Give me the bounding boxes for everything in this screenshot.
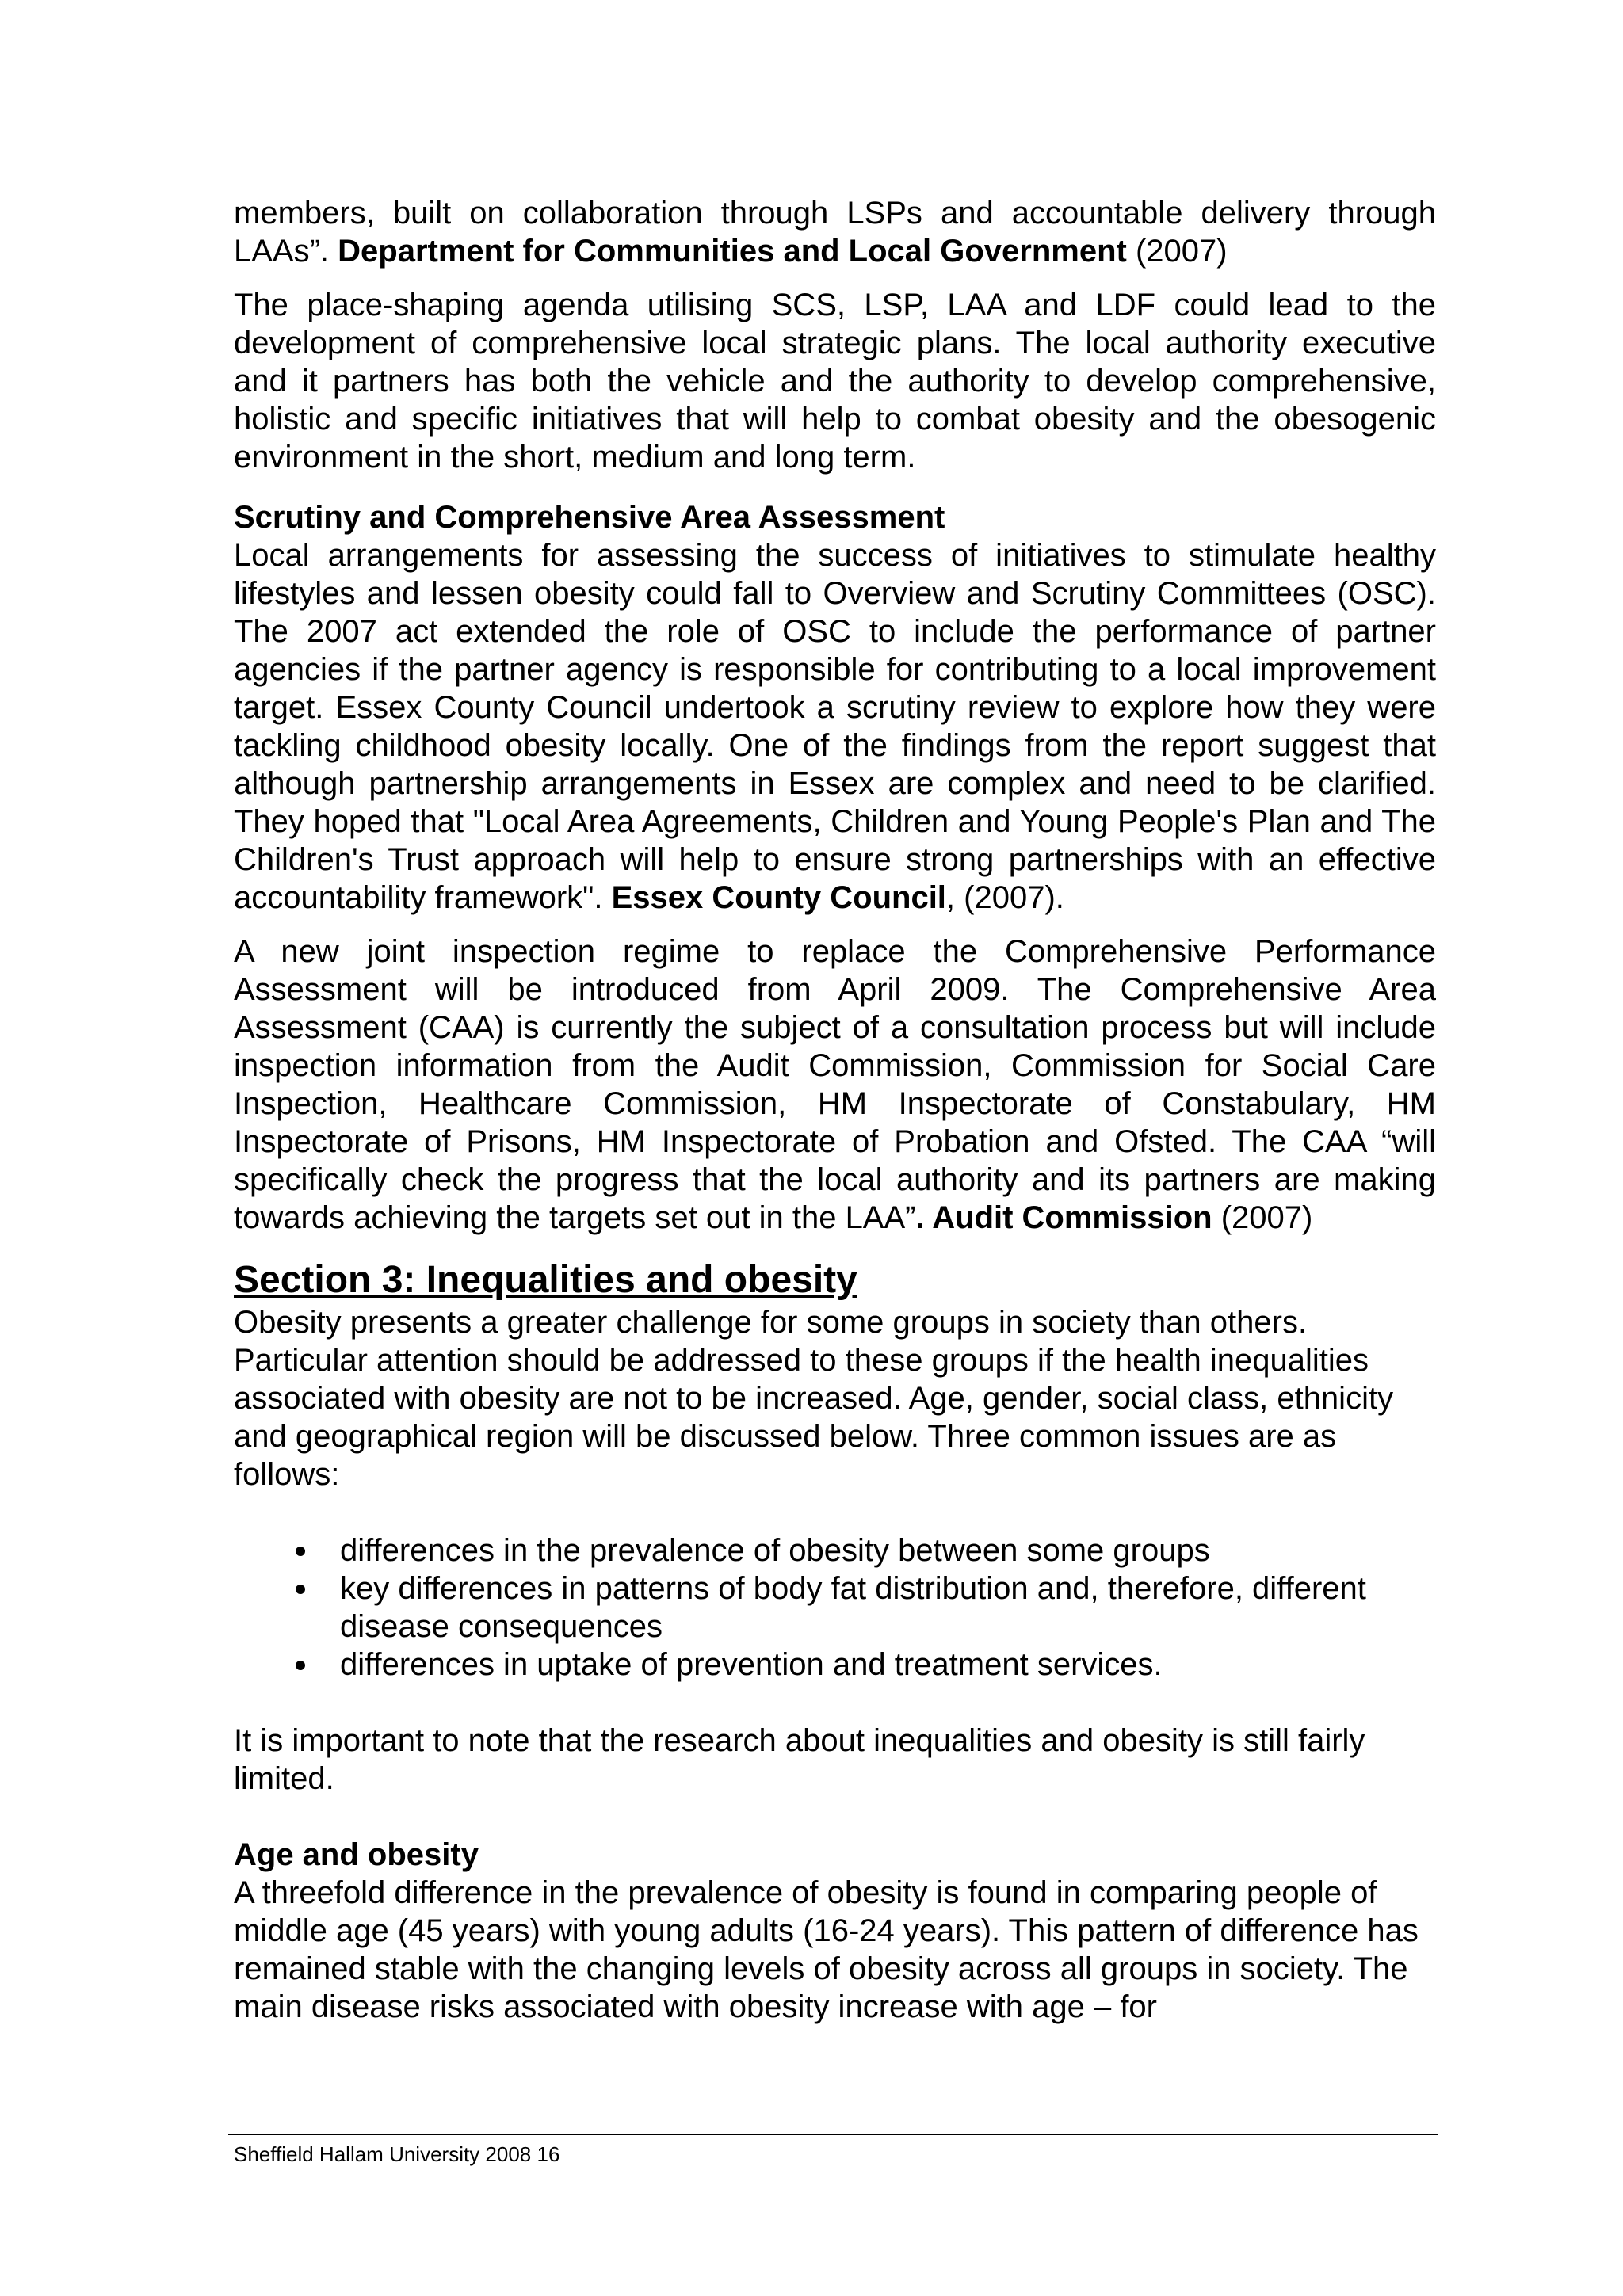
scrutiny-text: Local arrangements for assessing the success of initiatives to stimulate healthy lifestyles and lessen obesity could fall to Overview and Scrutiny Committees (OSC). The 2007 act extended the role of OSC to include the performance of partner agencies if the partner agency is responsible for contributing to a local improvement target. Essex County Council undertook a scrutiny review to explore how they were tackling childhood obesity locally. One of the findings from the report suggest that although partnership arrangements in Essex are complex and need to be clarified. They hoped that "Local Area Agreements, Children and Young People's Plan and The Children's Trust approach will help to ensure strong partnerships with an effective accountability framework". <box>234 538 1436 915</box>
citation-year: (2007) <box>1126 234 1228 269</box>
paragraph-scrutiny-local <box>234 536 1436 917</box>
paragraph-place-shaping: The place-shaping agenda utilising SCS, LSP, LAA and LDF could lead to the development of comprehensive local strategic plans. The local authority executive and it partners has both the vehicle and the authority to develop comprehensive, holistic and specific initiatives that will help to combat obesity and the obesogenic environment in the short, medium and long term. <box>234 288 1436 475</box>
list-item-text: differences in uptake of prevention and treatment services. <box>340 1647 1163 1682</box>
heading-scrutiny: Scrutiny and Comprehensive Area Assessment <box>234 500 945 535</box>
footer-divider <box>228 2134 1438 2135</box>
bullet-icon <box>296 1547 305 1556</box>
page-content <box>234 194 1436 2026</box>
list-item <box>234 1569 1436 1646</box>
paragraph-section3-intro: Obesity presents a greater challenge for some groups in society than others. Particular attention should be addressed to these groups if the health inequalities associated with obesity are not to be increased. Age, gender, social class, ethnicity and geographical region will be discussed below. Three common issues are as follows: <box>234 1305 1394 1492</box>
list-item <box>234 1531 1436 1569</box>
list-item-text: differences in the prevalence of obesity between some groups <box>340 1533 1210 1568</box>
bullet-list <box>234 1531 1436 1684</box>
paragraph-research-note: It is important to note that the research about inequalities and obesity is still fairly limited. <box>234 1723 1365 1796</box>
citation-year: (2007) <box>1212 1200 1313 1235</box>
paragraph-age-obesity: A threefold difference in the prevalence of obesity is found in comparing people of middle age (45 years) with young adults (16-24 years). This pattern of difference has remained stable with the changing levels of obesity across all groups in society. The main disease risks associated with obesity increase with age – for <box>234 1875 1419 2024</box>
heading-age-obesity: Age and obesity <box>234 1837 479 1872</box>
section-3-heading: Section 3: Inequalities and obesity <box>234 1259 857 1301</box>
list-item <box>234 1646 1436 1684</box>
list-item-text: key differences in patterns of body fat distribution and, therefore, different disease consequences <box>340 1571 1366 1644</box>
citation-audit-commission: . Audit Commission <box>915 1200 1212 1235</box>
caa-text: A new joint inspection regime to replace the Comprehensive Performance Assessment will be introduced from April 2009. The Comprehensive Area Assessment (CAA) is currently the subject of a consultation process but will include inspection information from the Audit Commission, Commission for Social Care Inspection, Healthcare Commission, HM Inspectorate of Constabulary, HM Inspectorate of Prisons, HM Inspectorate of Probation and Ofsted. The CAA “will specifically check the progress that the local authority and its partners are making towards achieving the targets set out in the LAA” <box>234 934 1436 1235</box>
bullet-icon <box>296 1585 305 1594</box>
bullet-icon <box>296 1661 305 1670</box>
page-footer: Sheffield Hallam University 2008 16 <box>234 2142 560 2166</box>
citation-year: , (2007). <box>945 880 1064 915</box>
citation-essex: Essex County Council <box>611 880 946 915</box>
intro-text: members, built on collaboration through LSPs and accountable delivery through LAAs”. <box>234 196 1436 269</box>
paragraph-intro <box>234 194 1436 270</box>
paragraph-caa <box>234 933 1436 1237</box>
citation-dclg: Department for Communities and Local Government <box>338 234 1127 269</box>
